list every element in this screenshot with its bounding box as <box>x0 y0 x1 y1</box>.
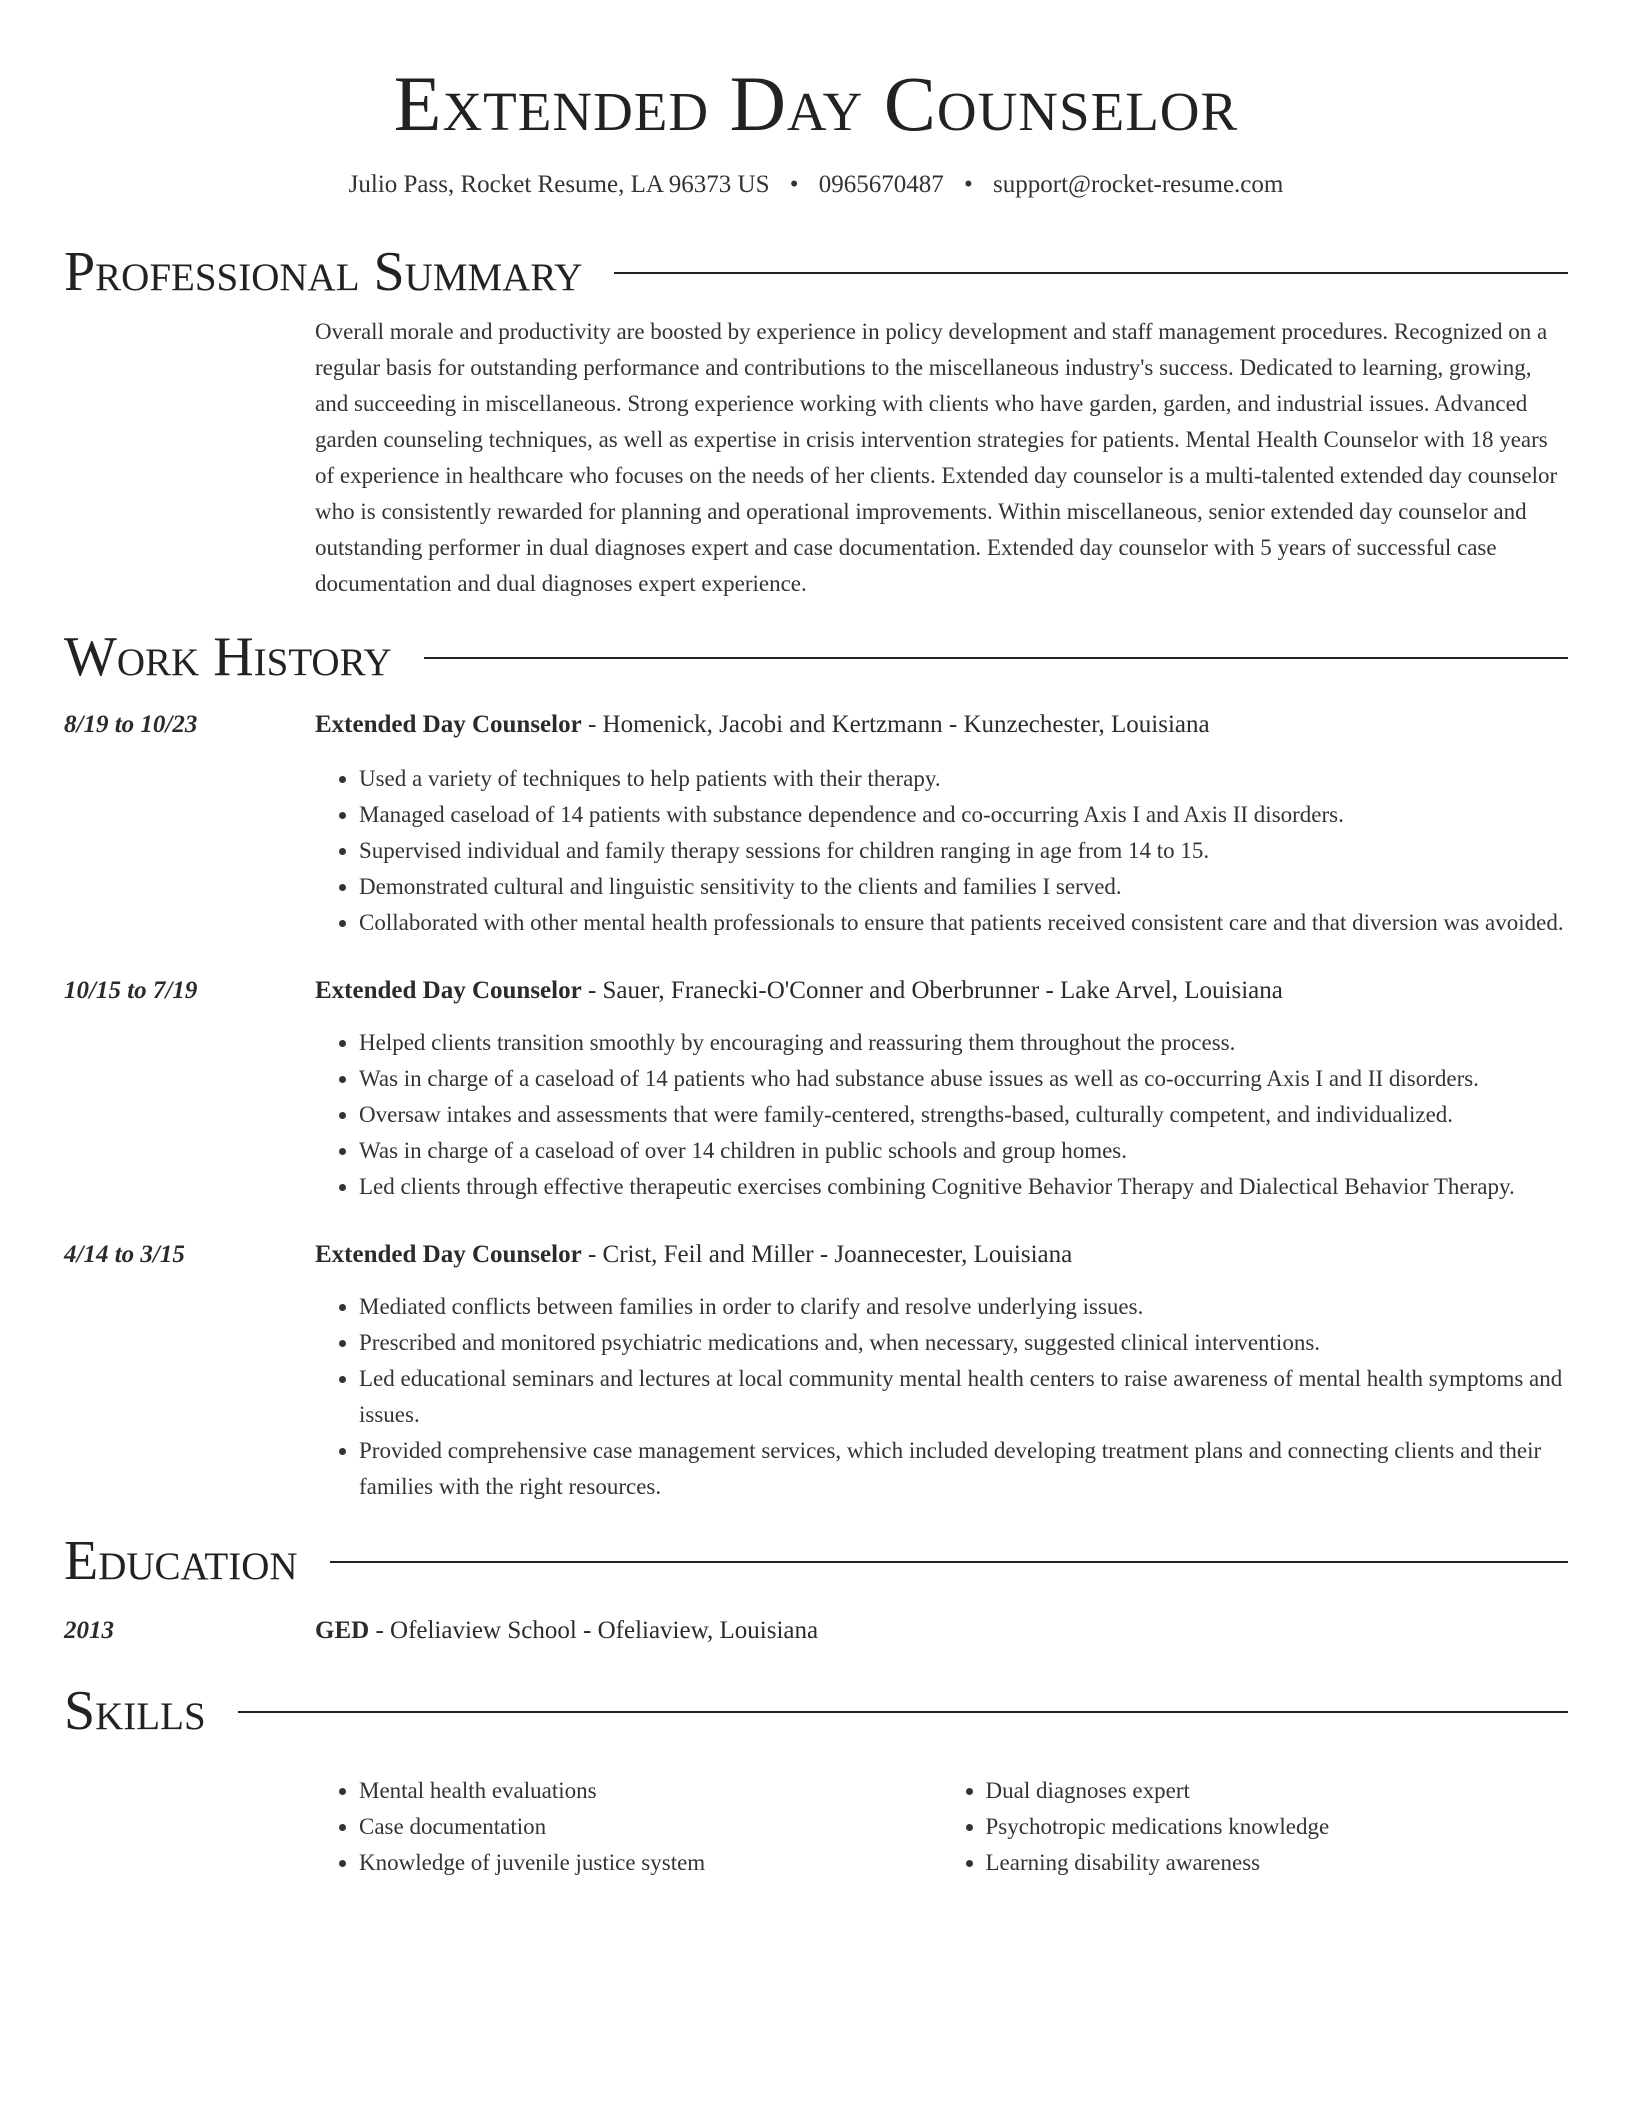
job-bullet: • Was in charge of a caseload of 14 patients who had substance abuse issues as well as co-occurring Axis I and II disorders. <box>359 1061 1568 1097</box>
job-employer: - Homenick, Jacobi and Kertzmann - Kunzechester, Louisiana <box>581 711 1210 738</box>
job-body <box>315 1237 1568 1505</box>
job-bullet: • Helped clients transition smoothly by encouraging and reassuring them throughout the process. <box>359 1025 1568 1061</box>
skills-column-right <box>942 1773 1569 1881</box>
job-title: Extended Day Counselor <box>315 977 582 1004</box>
job-employer: - Crist, Feil and Miller - Joannecester, Louisiana <box>581 1241 1073 1268</box>
contact-phone: 0965670487 <box>818 171 944 198</box>
job-title: Extended Day Counselor <box>315 711 582 738</box>
work-heading: Work History <box>64 626 392 688</box>
skills-heading: Skills <box>64 1680 206 1742</box>
job-bullet: • Provided comprehensive case management services, which included developing treatment plans and connecting clients and their families with the right resources. <box>359 1433 1568 1505</box>
job-bullets <box>315 761 1568 941</box>
job-title-line <box>315 973 1568 1009</box>
job-dates: 4/14 to 3/15 <box>64 1241 185 1268</box>
education-line <box>315 1613 1568 1649</box>
job-bullet: • Led educational seminars and lectures at local community mental health centers to raise awareness of mental health symptoms and issues. <box>359 1361 1568 1433</box>
education-heading: Education <box>64 1530 298 1592</box>
contact-line <box>64 168 1568 202</box>
job-bullets <box>315 1025 1568 1205</box>
job-body <box>315 973 1568 1205</box>
job-entry <box>64 973 1568 1205</box>
education-body <box>315 1613 1568 1649</box>
skills-column-left <box>315 1773 942 1881</box>
job-dates: 8/19 to 10/23 <box>64 711 198 738</box>
skill-item: • Dual diagnoses expert <box>986 1773 1569 1809</box>
resume-name: Extended Day Counselor <box>393 60 1239 147</box>
job-bullet: • Managed caseload of 14 patients with substance dependence and co-occurring Axis I and Axis II disorders. <box>359 797 1568 833</box>
job-dates: 10/15 to 7/19 <box>64 977 198 1004</box>
job-bullet: • Prescribed and monitored psychiatric medications and, when necessary, suggested clinical interventions. <box>359 1325 1568 1361</box>
skill-item: • Psychotropic medications knowledge <box>986 1809 1569 1845</box>
contact-email: support@rocket-resume.com <box>993 171 1284 198</box>
job-bullet: • Demonstrated cultural and linguistic sensitivity to the clients and families I served. <box>359 869 1568 905</box>
job-bullet: • Oversaw intakes and assessments that were family-centered, strengths-based, culturally competent, and individualized. <box>359 1097 1568 1133</box>
job-body <box>315 707 1568 941</box>
job-entry <box>64 1237 1568 1505</box>
section-divider <box>330 1561 1568 1563</box>
job-bullet: • Mediated conflicts between families in order to clarify and resolve underlying issues. <box>359 1289 1568 1325</box>
education-section-header <box>64 1529 1568 1593</box>
education-school: - Ofeliaview School - Ofeliaview, Louisiana <box>369 1617 819 1644</box>
job-employer: - Sauer, Franecki-O'Conner and Oberbrunner - Lake Arvel, Louisiana <box>581 977 1283 1004</box>
skills-grid <box>315 1773 1568 1881</box>
contact-separator: • <box>964 171 973 198</box>
job-bullet: • Collaborated with other mental health professionals to ensure that patients received consistent care and that diversion was avoided. <box>359 905 1568 941</box>
skills-section-header <box>64 1679 1568 1743</box>
summary-heading: Professional Summary <box>64 241 583 303</box>
job-bullet: • Was in charge of a caseload of over 14 children in public schools and group homes. <box>359 1133 1568 1169</box>
summary-section-header <box>64 240 1568 304</box>
education-entry <box>64 1613 1568 1649</box>
summary-text: Overall morale and productivity are boosted by experience in policy development and staff management procedures. Recognized on a regular basis for outstanding performance and contributions to the miscellaneous industry's success. Dedicated to learning, growing, and succeeding in miscellaneous. Strong experience working with clients who have garden, garden, and industrial issues. Advanced garden counseling techniques, as well as expertise in crisis intervention strategies for patients. Mental Health Counselor with 18 years of experience in healthcare who focuses on the needs of her clients. Extended day counselor is a multi-talented extended day counselor who is consistently rewarded for planning and operational improvements. Within miscellaneous, senior extended day counselor and outstanding performer in dual diagnoses expert and case documentation. Extended day counselor with 5 years of successful case documentation and dual diagnoses expert experience. <box>315 319 1558 596</box>
skill-item: • Case documentation <box>359 1809 942 1845</box>
job-entry <box>64 707 1568 941</box>
work-section-header <box>64 625 1568 689</box>
section-divider <box>614 272 1568 274</box>
job-bullet: • Led clients through effective therapeutic exercises combining Cognitive Behavior Therapy and Dialectical Behavior Therapy. <box>359 1169 1568 1205</box>
job-title: Extended Day Counselor <box>315 1241 582 1268</box>
job-title-line <box>315 707 1568 743</box>
job-bullet: • Used a variety of techniques to help patients with their therapy. <box>359 761 1568 797</box>
skill-item: • Mental health evaluations <box>359 1773 942 1809</box>
job-bullet: • Supervised individual and family therapy sessions for children ranging in age from 14 to 15. <box>359 833 1568 869</box>
contact-separator: • <box>789 171 799 198</box>
skill-item: • Knowledge of juvenile justice system <box>359 1845 942 1881</box>
section-divider <box>424 657 1568 659</box>
skill-item: • Learning disability awareness <box>986 1845 1569 1881</box>
education-year: 2013 <box>64 1617 114 1644</box>
education-degree: GED <box>315 1617 370 1644</box>
contact-address: Julio Pass, Rocket Resume, LA 96373 US <box>348 171 770 198</box>
resume-page <box>64 0 1568 1881</box>
section-divider <box>238 1711 1568 1713</box>
job-bullets <box>315 1289 1568 1505</box>
job-title-line <box>315 1237 1568 1273</box>
